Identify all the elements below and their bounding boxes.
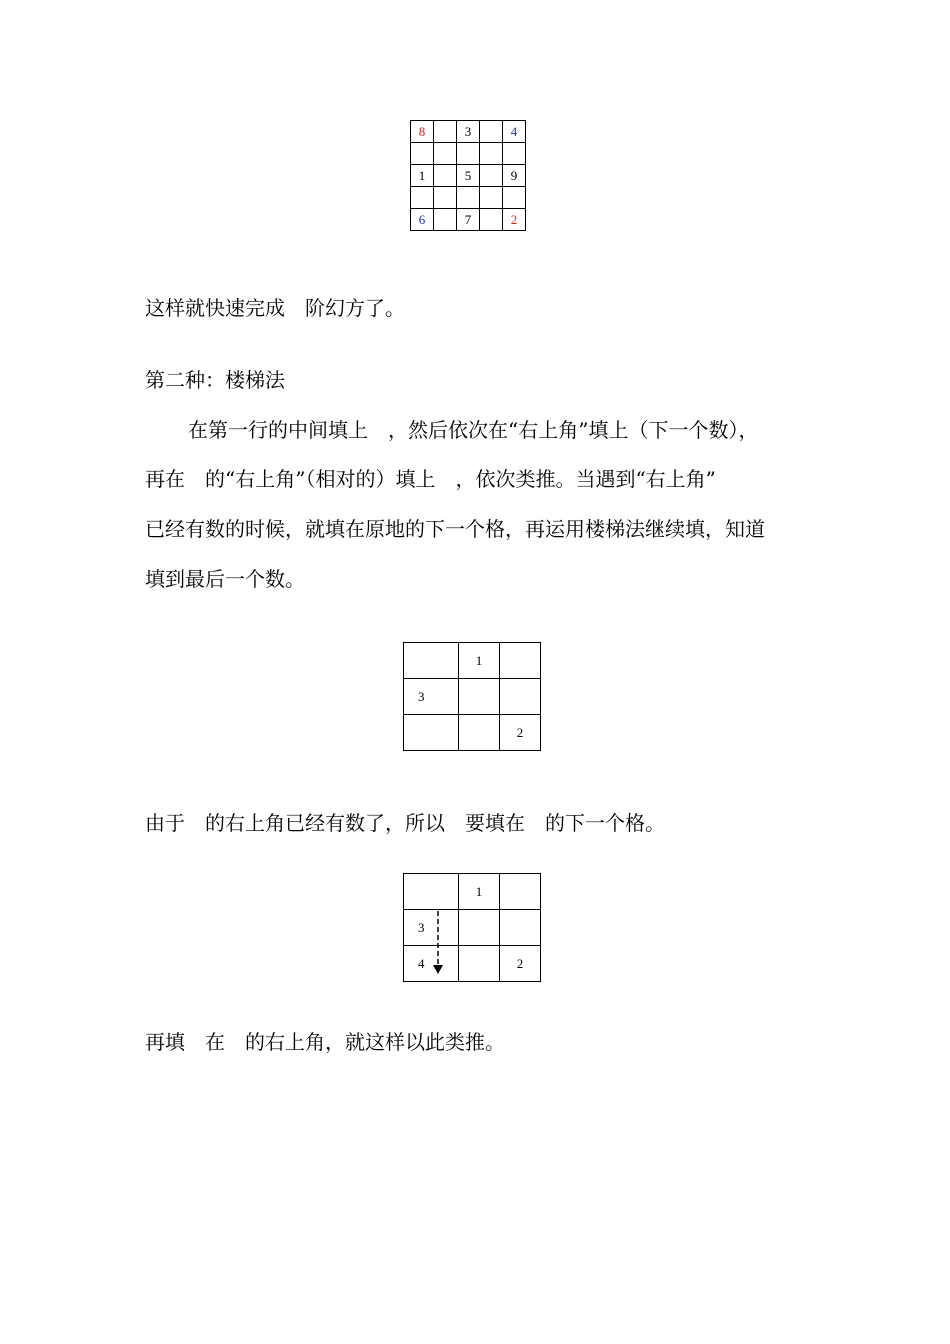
- staircase-grid-step-1-body: [404, 643, 541, 751]
- magic-square-cell: [480, 143, 503, 165]
- magic-square-cell: [411, 187, 434, 209]
- paragraph-line-3: 已经有数的时候，就填在原地的下一个格，再运用楼梯法继续填，知道: [145, 517, 765, 541]
- staircase-cell: [500, 910, 541, 946]
- magic-square-grid-body: [411, 121, 526, 231]
- magic-square-row: [411, 121, 526, 143]
- staircase-grid-step-2: [403, 873, 541, 982]
- magic-square-cell: 2: [503, 209, 526, 231]
- magic-square-row: [411, 187, 526, 209]
- magic-square-row: [411, 143, 526, 165]
- magic-square-cell: [434, 165, 457, 187]
- closing-sentence: 再填 在 的右上角，就这样以此类推。: [145, 1030, 505, 1054]
- staircase-cell: [404, 715, 459, 751]
- magic-square-cell: [434, 187, 457, 209]
- down-arrow-icon: [431, 911, 445, 975]
- magic-square-cell: [457, 143, 480, 165]
- paragraph-line-2: 再在 的“右上角”（相对的）填上 ，依次类推。当遇到“右上角”: [145, 467, 716, 491]
- magic-square-cell: 7: [457, 209, 480, 231]
- staircase-cell: 1: [459, 643, 500, 679]
- staircase-cell: [500, 643, 541, 679]
- staircase-cell: 3: [404, 679, 459, 715]
- staircase-cell: [500, 679, 541, 715]
- magic-square-cell: [503, 143, 526, 165]
- explanation-sentence: 由于 的右上角已经有数了，所以 要填在 的下一个格。: [145, 811, 665, 835]
- staircase-row: [404, 679, 541, 715]
- staircase-cell: 2: [500, 946, 541, 982]
- magic-square-grid: [410, 120, 526, 231]
- magic-square-cell: 8: [411, 121, 434, 143]
- staircase-cell: [404, 874, 459, 910]
- staircase-cell: [404, 643, 459, 679]
- staircase-row: [404, 643, 541, 679]
- staircase-grid-step-1: [403, 642, 541, 751]
- staircase-cell: 1: [459, 874, 500, 910]
- magic-square-cell: [480, 165, 503, 187]
- staircase-cell: 3: [404, 910, 459, 946]
- magic-square-cell: [480, 187, 503, 209]
- magic-square-cell: 4: [503, 121, 526, 143]
- magic-square-cell: [434, 143, 457, 165]
- staircase-row: [404, 910, 541, 946]
- magic-square-cell: [434, 209, 457, 231]
- magic-square-row: [411, 209, 526, 231]
- magic-square-row: [411, 165, 526, 187]
- magic-square-cell: [411, 143, 434, 165]
- magic-square-cell: 9: [503, 165, 526, 187]
- magic-square-cell: 6: [411, 209, 434, 231]
- magic-square-cell: 3: [457, 121, 480, 143]
- magic-square-cell: [480, 209, 503, 231]
- paragraph-line-4: 填到最后一个数。: [145, 567, 305, 591]
- staircase-grid-step-2-body: [404, 874, 541, 982]
- staircase-cell: 4: [404, 946, 459, 982]
- magic-square-cell: 5: [457, 165, 480, 187]
- paragraph-line-1: 在第一行的中间填上 ，然后依次在“右上角”填上（下一个数），: [188, 418, 759, 442]
- staircase-cell: [500, 874, 541, 910]
- staircase-row: [404, 946, 541, 982]
- magic-square-cell: [480, 121, 503, 143]
- staircase-row: [404, 715, 541, 751]
- section-heading: 第二种：楼梯法: [145, 368, 285, 392]
- staircase-cell: [459, 910, 500, 946]
- staircase-row: [404, 874, 541, 910]
- completion-sentence: 这样就快速完成 阶幻方了。: [145, 296, 405, 320]
- staircase-cell: 2: [500, 715, 541, 751]
- staircase-cell: [459, 679, 500, 715]
- magic-square-cell: 1: [411, 165, 434, 187]
- staircase-cell: [459, 715, 500, 751]
- magic-square-cell: [457, 187, 480, 209]
- magic-square-cell: [434, 121, 457, 143]
- magic-square-cell: [503, 187, 526, 209]
- staircase-cell: [459, 946, 500, 982]
